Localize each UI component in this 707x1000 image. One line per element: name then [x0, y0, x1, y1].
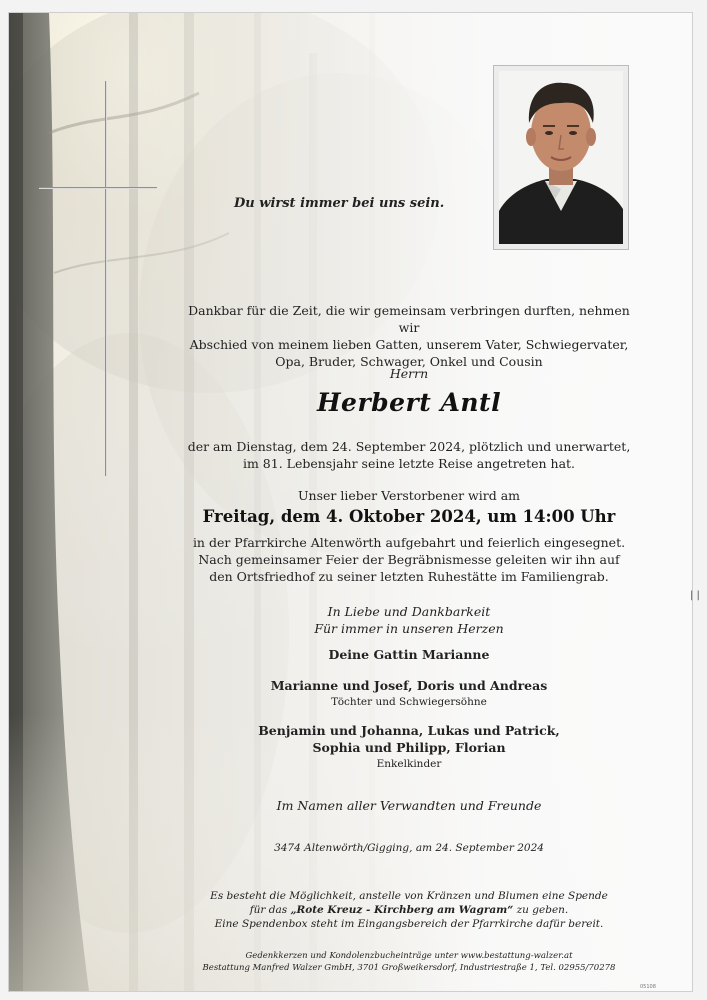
funeral-details — [179, 534, 639, 585]
intro-line: Abschied von meinem lieben Gatten, unserem Vater, Schwiegervater, — [189, 337, 629, 352]
donation-line — [179, 903, 639, 917]
portrait-frame — [493, 65, 629, 250]
closing-phrase: In Liebe und Dankbarkeit — [327, 604, 491, 619]
print-code: 05108 — [640, 984, 656, 990]
mourner-relatives: Im Namen aller Verwandten und Freunde — [276, 798, 542, 813]
mourner-grandchildren-line: Sophia und Philipp, Florian — [312, 740, 506, 755]
latin-cross-icon — [39, 81, 159, 481]
donation-prefix: für das — [249, 904, 291, 916]
place-date: 3474 Altenwörth/Gigging, am 24. September 2024 — [274, 842, 544, 854]
footer-line: Gedenkkerzen und Kondolenzbucheinträge unter www.bestattung-walzer.at — [245, 951, 573, 961]
footer-line: Bestattung Manfred Walzer GmbH, 3701 Großweikersdorf, Industriestraße 1, Tel. 02955/70278 — [202, 963, 616, 973]
donation-suffix: zu geben. — [513, 904, 569, 916]
footer — [159, 950, 659, 974]
intro-text — [179, 302, 639, 370]
mourner-grandchildren-line: Benjamin und Johanna, Lukas und Patrick, — [258, 723, 560, 738]
funeral-details-line: Nach gemeinsamer Feier der Begräbnismesse geleiten wir ihn auf — [198, 552, 620, 567]
donation-organization: „Rote Kreuz - Kirchberg am Wagram“ — [290, 904, 514, 916]
death-notice-line: im 81. Lebensjahr seine letzte Reise angetreten hat. — [242, 456, 576, 471]
portrait-photo — [499, 71, 623, 244]
funeral-details-line: in der Pfarrkirche Altenwörth aufgebahrt und feierlich eingesegnet. — [192, 535, 626, 550]
mourner-spouse: Deine Gattin Marianne — [328, 647, 490, 662]
intro-line: Opa, Bruder, Schwager, Onkel und Cousin — [275, 354, 543, 369]
donation-line: Es besteht die Möglichkeit, anstelle von Kränzen und Blumen eine Spende — [210, 890, 608, 902]
closing-phrase: Für immer in unseren Herzen — [314, 621, 504, 636]
obituary-card — [8, 12, 693, 992]
funeral-intro: Unser lieber Verstorbener wird am — [297, 488, 521, 503]
mourner-grandchildren-role: Enkelkinder — [376, 758, 442, 770]
closing-phrases — [179, 603, 639, 637]
donation-line: Eine Spendenbox steht im Eingangsbereich der Pfarrkirche dafür bereit. — [214, 918, 604, 930]
motto: Du wirst immer bei uns sein. — [234, 196, 445, 211]
intro-line: Dankbar für die Zeit, die wir gemeinsam verbringen durften, nehmen wir — [188, 303, 630, 335]
side-marks: | | — [690, 590, 700, 601]
mourner-children: Marianne und Josef, Doris und Andreas — [270, 678, 548, 693]
donation-text — [179, 889, 639, 931]
funeral-details-line: den Ortsfriedhof zu seiner letzten Ruhestätte im Familiengrab. — [209, 569, 609, 584]
funeral-date: Freitag, dem 4. Oktober 2024, um 14:00 Uhr — [202, 507, 616, 526]
death-notice-line: der am Dienstag, dem 24. September 2024, plötzlich und unerwartet, — [187, 439, 631, 454]
salutation: Herrn — [389, 366, 429, 381]
death-notice — [179, 438, 639, 472]
mourner-children-role: Töchter und Schwiegersöhne — [331, 696, 487, 708]
deceased-name: Herbert Antl — [316, 388, 502, 417]
